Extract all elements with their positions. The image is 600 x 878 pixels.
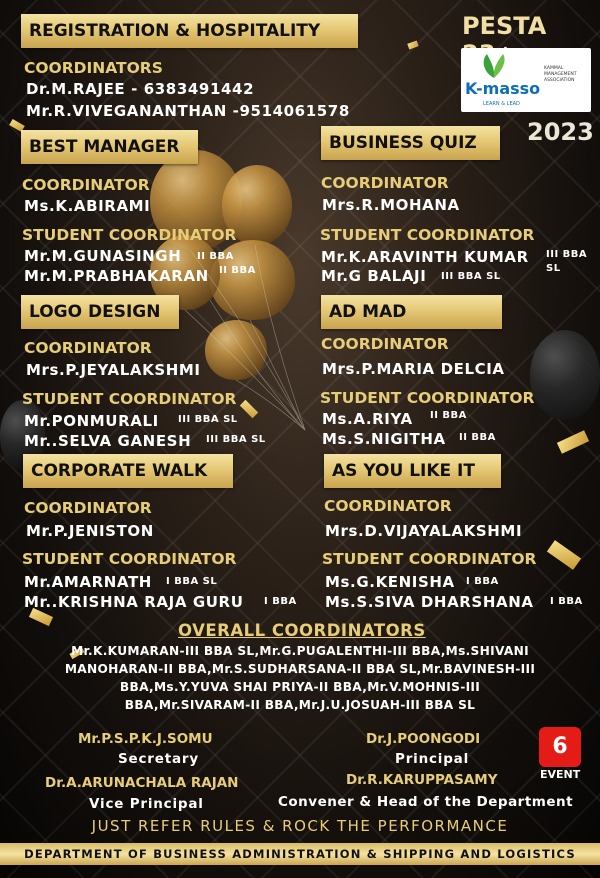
ad-mad-student-2-class: II BBA bbox=[459, 432, 496, 443]
business-quiz-student-1-class-sl: SL bbox=[546, 263, 561, 274]
logo-design-banner: LOGO DESIGN bbox=[21, 295, 179, 329]
business-quiz-student-2: Mr.G BALAJI bbox=[321, 267, 427, 285]
principal-name: Dr.J.POONGODI bbox=[366, 731, 481, 747]
logo-design-student-2-class: III BBA SL bbox=[206, 434, 266, 445]
event-title: PESTA bbox=[462, 12, 547, 40]
hod-role: Convener & Head of the Department bbox=[278, 794, 574, 810]
logo-design-student-2: Mr..SELVA GANESH bbox=[24, 432, 192, 450]
ad-mad-coordinator: Mrs.P.MARIA DELCIA bbox=[322, 360, 505, 378]
best-manager-student-1-class: II BBA bbox=[197, 251, 234, 262]
as-you-like-it-coordinator: Mrs.D.VIJAYALAKSHMI bbox=[325, 522, 523, 540]
overall-coordinators-title: OVERALL COORDINATORS bbox=[178, 621, 426, 640]
overall-line-2: MANOHARAN-II BBA,Mr.S.SUDHARSANA-II BBA SL,Mr.BAVINESH-III bbox=[64, 662, 536, 676]
as-you-like-it-student-2-class: I BBA bbox=[550, 596, 583, 607]
event-year: 2023 bbox=[527, 118, 594, 146]
best-manager-banner: BEST MANAGER bbox=[21, 130, 198, 164]
as-you-like-it-banner: AS YOU LIKE IT bbox=[324, 454, 501, 488]
best-manager-coordinator-label: COORDINATOR bbox=[22, 176, 150, 194]
ad-mad-student-2: Ms.S.NIGITHA bbox=[322, 430, 446, 448]
best-manager-student-2: Mr.M.PRABHAKARAN bbox=[24, 267, 209, 285]
ad-mad-student-1: Ms.A.RIYA bbox=[322, 410, 413, 428]
as-you-like-it-student-2: Ms.S.SIVA DHARSHANA bbox=[325, 593, 534, 611]
overall-line-3: BBA,Ms.Y.YUVA SHAI PRIYA-II BBA,Mr.V.MOHNIS-III bbox=[119, 680, 481, 694]
as-you-like-it-student-label: STUDENT COORDINATOR bbox=[322, 550, 537, 568]
best-manager-coordinator: Ms.K.ABIRAMI bbox=[24, 197, 151, 215]
best-manager-student-label: STUDENT COORDINATOR bbox=[22, 226, 237, 244]
ad-mad-student-label: STUDENT COORDINATOR bbox=[320, 389, 535, 407]
event-count-badge: 6 bbox=[539, 727, 581, 767]
registration-coordinators-label: COORDINATORS bbox=[24, 59, 163, 77]
vice-principal-name: Dr.A.ARUNACHALA RAJAN bbox=[45, 775, 239, 791]
logo-design-student-1: Mr.PONMURALI bbox=[24, 412, 159, 430]
registration-coordinator-2: Mr.R.VIVEGANANTHAN -9514061578 bbox=[26, 102, 350, 120]
ad-mad-coordinator-label: COORDINATOR bbox=[321, 335, 449, 353]
business-quiz-student-label: STUDENT COORDINATOR bbox=[320, 226, 535, 244]
corporate-walk-student-1: Mr.AMARNATH bbox=[24, 573, 152, 591]
business-quiz-coordinator: Mrs.R.MOHANA bbox=[322, 196, 460, 214]
overall-line-4: BBA,Mr.SIVARAM-II BBA,Mr.J.U.JOSUAH-III BBA SL bbox=[124, 698, 476, 712]
logo-design-coordinator-label: COORDINATOR bbox=[24, 339, 152, 357]
ad-mad-banner: AD MAD bbox=[321, 295, 502, 329]
logo-tagline: LEARN & LEAD bbox=[483, 101, 520, 107]
logo-design-coordinator: Mrs.P.JEYALAKSHMI bbox=[26, 361, 201, 379]
principal-role: Principal bbox=[395, 751, 470, 767]
corporate-walk-coordinator: Mr.P.JENISTON bbox=[26, 522, 154, 540]
secretary-role: Secretary bbox=[118, 751, 199, 767]
secretary-name: Mr.P.S.P.K.J.SOMU bbox=[78, 731, 213, 747]
logo-design-student-label: STUDENT COORDINATOR bbox=[22, 390, 237, 408]
corporate-walk-student-label: STUDENT COORDINATOR bbox=[22, 550, 237, 568]
corporate-walk-student-2-class: I BBA bbox=[264, 596, 297, 607]
corporate-walk-student-2: Mr..KRISHNA RAJA GURU bbox=[24, 593, 244, 611]
corporate-walk-coordinator-label: COORDINATOR bbox=[24, 499, 152, 517]
tagline: JUST REFER RULES & ROCK THE PERFORMANCE bbox=[91, 817, 509, 835]
corporate-walk-student-1-class: I BBA SL bbox=[166, 576, 218, 587]
as-you-like-it-student-1-class: I BBA bbox=[466, 576, 499, 587]
best-manager-student-2-class: II BBA bbox=[219, 265, 256, 276]
vice-principal-role: Vice Principal bbox=[89, 796, 204, 812]
logo-design-student-1-class: III BBA SL bbox=[178, 414, 238, 425]
hod-name: Dr.R.KARUPPASAMY bbox=[346, 772, 498, 788]
best-manager-student-1: Mr.M.GUNASINGH bbox=[24, 247, 182, 265]
registration-banner: REGISTRATION & HOSPITALITY bbox=[21, 14, 358, 48]
business-quiz-student-2-class: III BBA SL bbox=[441, 271, 501, 282]
as-you-like-it-student-1: Ms.G.KENISHA bbox=[325, 573, 455, 591]
registration-coordinator-1: Dr.M.RAJEE - 6383491442 bbox=[26, 80, 255, 98]
department-footer: DEPARTMENT OF BUSINESS ADMINISTRATION & SHIPPING AND LOGISTICS bbox=[0, 843, 600, 865]
corporate-walk-banner: CORPORATE WALK bbox=[23, 454, 233, 488]
kmasso-logo bbox=[461, 48, 591, 112]
business-quiz-student-1: Mr.K.ARAVINTH KUMAR bbox=[321, 248, 529, 266]
as-you-like-it-coordinator-label: COORDINATOR bbox=[324, 497, 452, 515]
business-quiz-banner: BUSINESS QUIZ bbox=[321, 126, 500, 160]
business-quiz-coordinator-label: COORDINATOR bbox=[321, 174, 449, 192]
business-quiz-student-1-class: III BBA bbox=[546, 249, 588, 260]
leaf-icon bbox=[477, 52, 511, 80]
overall-line-1: Mr.K.KUMARAN-III BBA SL,Mr.G.PUGALENTHI-III BBA,Ms.SHIVANI bbox=[71, 644, 529, 658]
logo-name: K-masso bbox=[465, 79, 541, 98]
ad-mad-student-1-class: II BBA bbox=[430, 410, 467, 421]
logo-subtitle: KAMMAL MANAGEMENT ASSOCIATION bbox=[544, 66, 577, 83]
event-count-label: EVENT bbox=[540, 768, 581, 781]
